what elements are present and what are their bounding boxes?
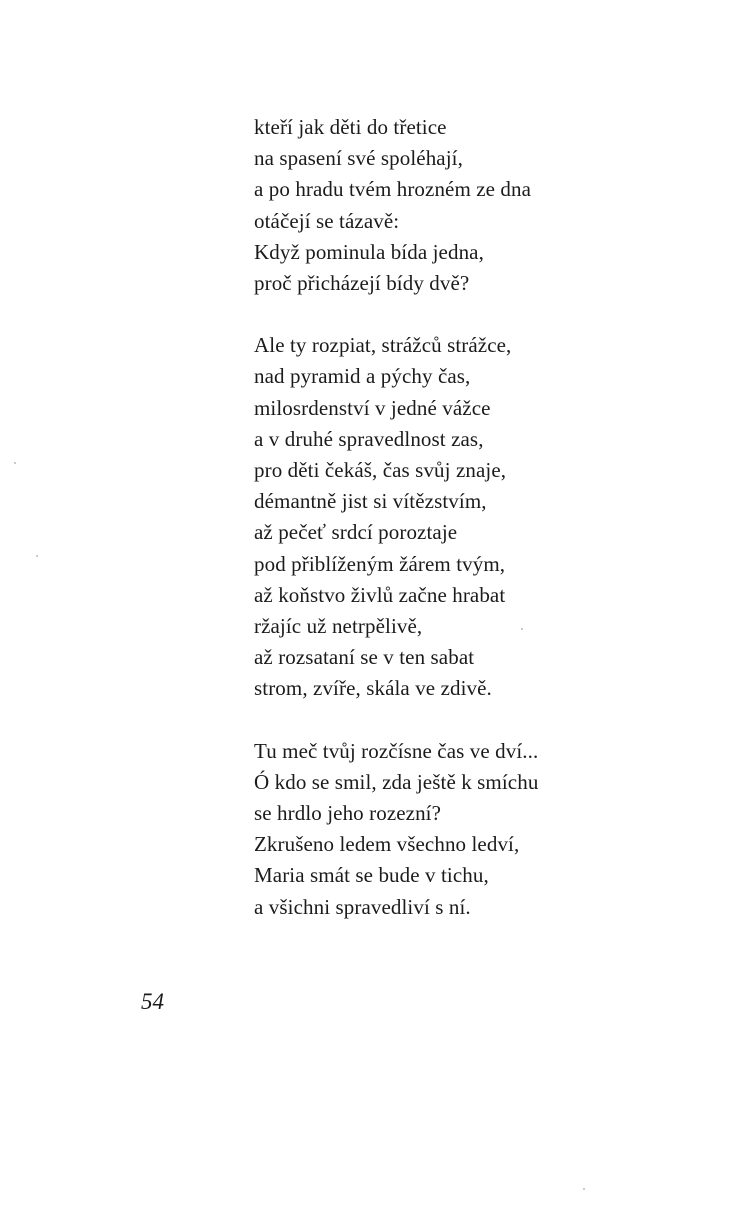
scan-speck [521,628,523,630]
poem-line: až koňstvo živlů začne hrabat [254,582,506,607]
poem-line: nad pyramid a pýchy čas, [254,364,471,389]
poem-line: proč přicházejí bídy dvě? [254,271,470,296]
poem-line: Když pominula bída jedna, [254,239,484,264]
stanza-3 [254,736,694,923]
poem-line: ržajíc už netrpělivě, [254,614,423,639]
poem-line: Tu meč tvůj rozčísne čas ve dví... [254,738,539,763]
poem-line: a po hradu tvém hrozném ze dna [254,177,532,202]
scan-speck [14,462,16,464]
stanza-2 [254,330,694,704]
poem-line: milosrdenství v jedné vážce [254,395,491,420]
poem-line: na spasení své spoléhají, [254,146,463,171]
poem-line: až rozsataní se v ten sabat [254,645,475,670]
scan-speck [583,1188,585,1190]
poem [254,112,694,923]
poem-line: Maria smát se bude v tichu, [254,863,489,888]
poem-line: pro děti čekáš, čas svůj znaje, [254,458,507,483]
poem-line: démantně jist si vítězstvím, [254,489,487,514]
poem-line: pod přiblíženým žárem tvým, [254,551,506,576]
poem-line: strom, zvíře, skála ve zdivě. [254,676,492,701]
poem-line: Ale ty rozpiat, strážců strážce, [254,333,512,358]
poem-line: Ó kdo se smil, zda ještě k smíchu [254,769,539,794]
poem-line: a všichni spravedliví s ní. [254,894,471,919]
poem-line: a v druhé spravedlnost zas, [254,426,484,451]
stanza-1 [254,112,694,299]
scan-speck [36,555,38,557]
poem-line: se hrdlo jeho rozezní? [254,801,442,826]
page-number: 54 [141,989,164,1014]
poem-line: kteří jak děti do třetice [254,115,447,139]
poem-line: až pečeť srdcí poroztaje [254,520,458,545]
poem-line: otáčejí se tázavě: [254,208,400,233]
poem-line: Zkrušeno ledem všechno ledví, [254,832,520,857]
